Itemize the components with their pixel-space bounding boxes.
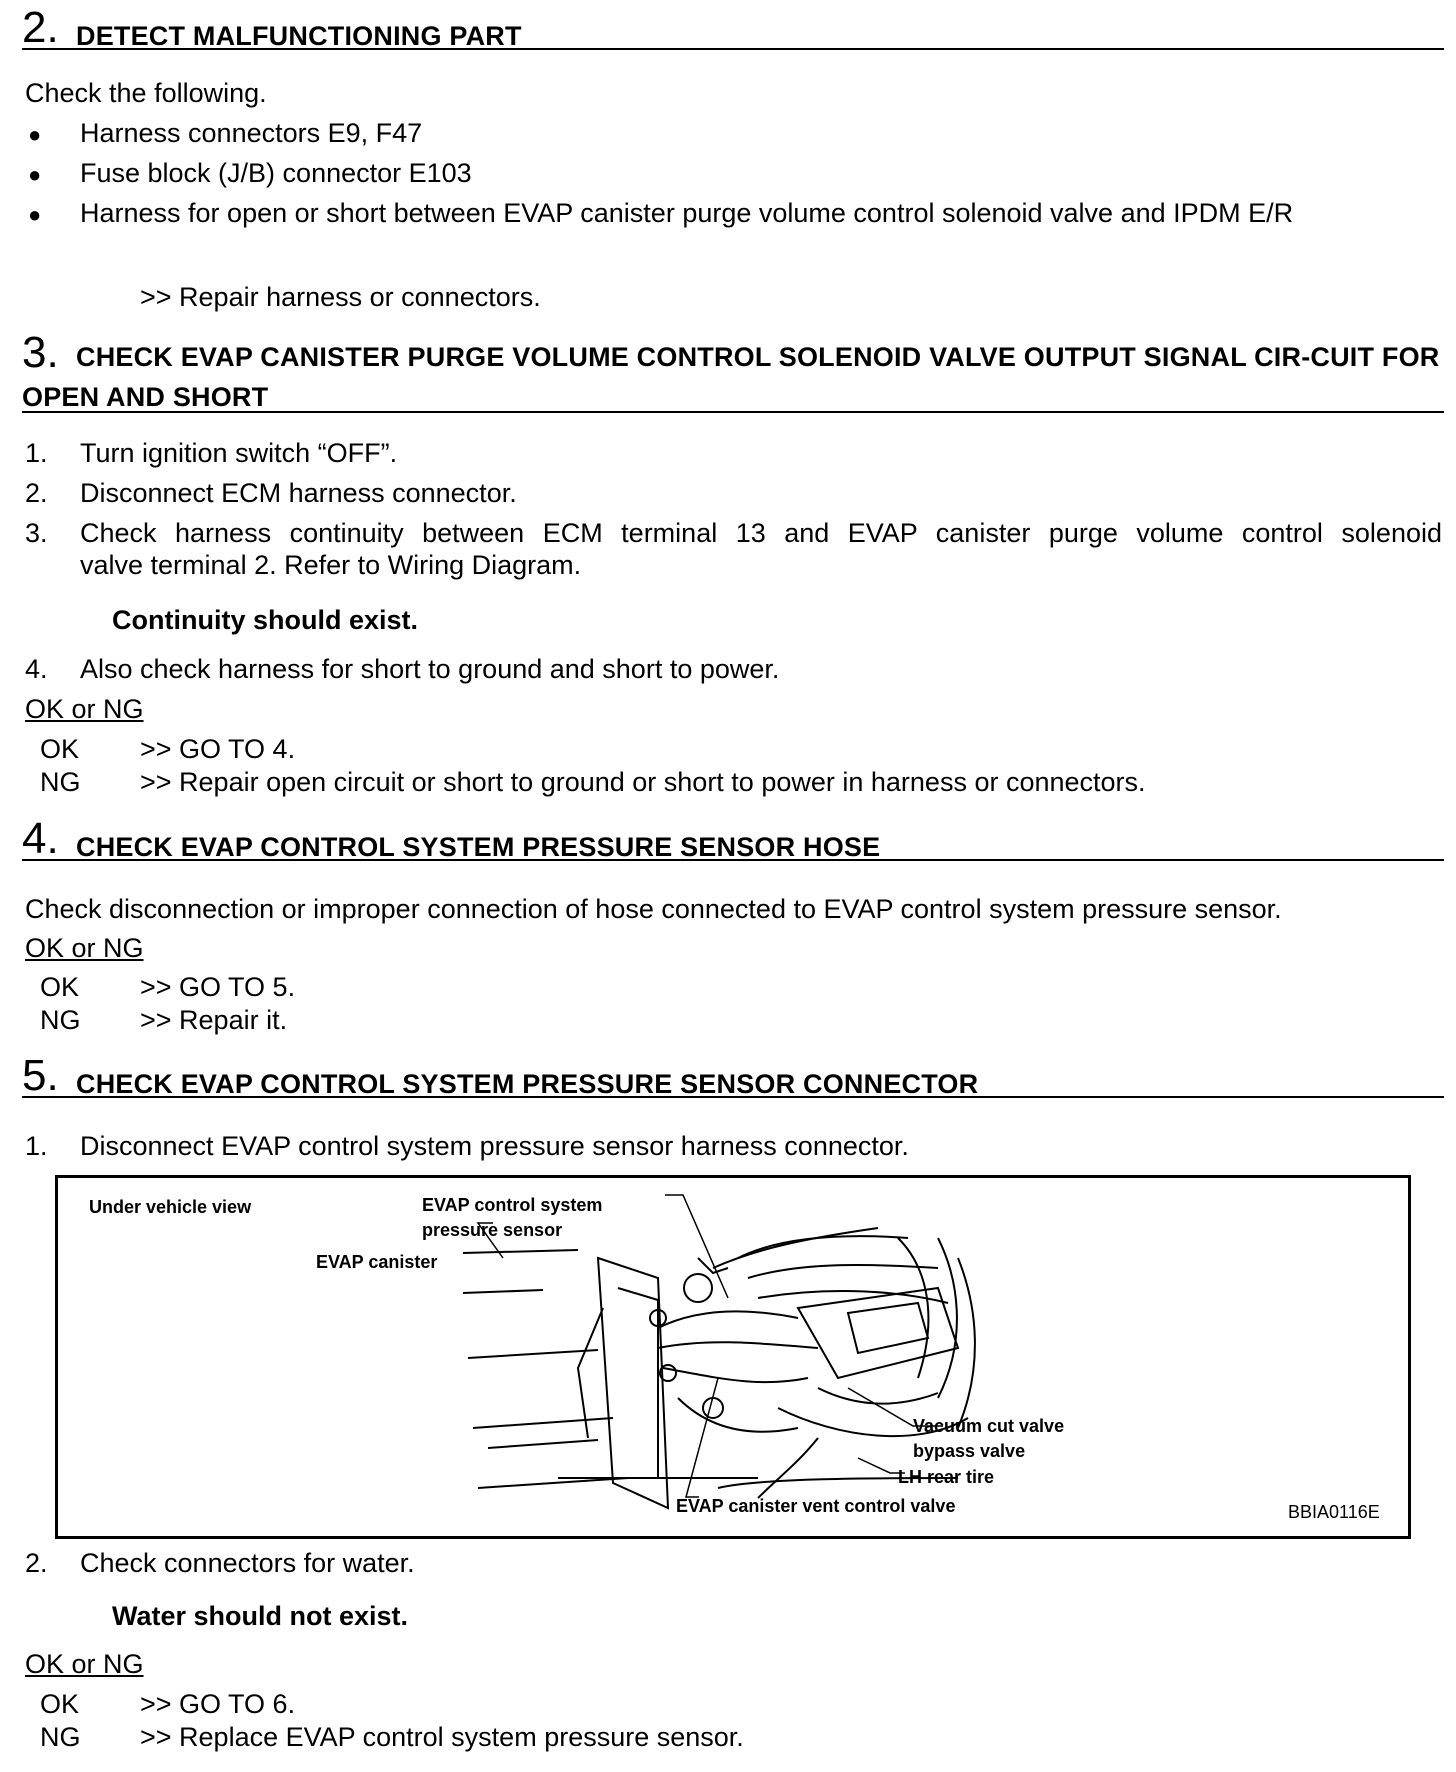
step-number: 4. bbox=[22, 814, 59, 863]
step-5 bbox=[22, 1051, 1444, 1100]
ok-result: >> GO TO 6. bbox=[140, 1689, 296, 1719]
step-title: DETECT MALFUNCTIONING PART bbox=[76, 21, 522, 51]
bullet-dot: ● bbox=[28, 162, 42, 187]
list-item: Disconnect EVAP control system pressure sensor harness connector. bbox=[80, 1131, 909, 1161]
ok-label: OK bbox=[40, 1689, 80, 1719]
step-2 bbox=[22, 3, 1444, 52]
item-number: 3. bbox=[25, 518, 48, 548]
ng-label: NG bbox=[40, 1005, 81, 1035]
list-item: Check connectors for water. bbox=[80, 1548, 415, 1578]
ok-result: >> GO TO 4. bbox=[140, 734, 296, 764]
item-number: 1. bbox=[25, 438, 48, 468]
item-number: 1. bbox=[25, 1131, 48, 1161]
spec-note: Water should not exist. bbox=[112, 1601, 409, 1631]
step-2-header bbox=[22, 3, 1444, 52]
step-title: CHECK EVAP CONTROL SYSTEM PRESSURE SENSOR HOSE bbox=[76, 832, 881, 862]
rear-tire-label: LH rear tire bbox=[898, 1467, 995, 1487]
list-item: Also check harness for short to ground and short to power. bbox=[80, 654, 780, 684]
ng-label: NG bbox=[40, 767, 81, 797]
step-title: CHECK EVAP CANISTER PURGE VOLUME CONTROL SOLENOID VALVE OUTPUT SIGNAL CIR-CUIT FOR OPEN AND SHORT bbox=[22, 342, 1440, 412]
bullet-dot: ● bbox=[28, 202, 42, 227]
step-number: 5. bbox=[22, 1051, 59, 1100]
diagram-drawing bbox=[58, 1178, 1408, 1536]
ng-label: NG bbox=[40, 1722, 81, 1752]
under-vehicle-diagram bbox=[55, 1175, 1411, 1539]
step-4 bbox=[22, 814, 1444, 863]
ok-label: OK bbox=[40, 734, 80, 764]
step-number: 2. bbox=[22, 3, 59, 52]
list-item-continued: valve terminal 2. Refer to Wiring Diagram. bbox=[80, 550, 582, 580]
step-2-intro: Check the following. bbox=[25, 78, 267, 108]
vacuum-cut-valve-label: Vacuum cut valve bbox=[913, 1416, 1065, 1436]
step-5-header bbox=[22, 1051, 1444, 1100]
step-3 bbox=[22, 328, 1444, 413]
ng-result: >> Repair open circuit or short to ground or short to power in harness or connectors. bbox=[140, 767, 1146, 797]
list-item: Turn ignition switch “OFF”. bbox=[80, 438, 398, 468]
canister-label: EVAP canister bbox=[316, 1252, 438, 1272]
list-item: Check harness continuity between ECM terminal 13 and EVAP canister purge volume control solenoid bbox=[80, 518, 1442, 548]
bullet-dot: ● bbox=[28, 122, 42, 147]
step-4-text: Check disconnection or improper connection of hose connected to EVAP control system pressure sensor. bbox=[25, 894, 1282, 924]
list-item: Harness connectors E9, F47 bbox=[80, 118, 423, 148]
item-number: 2. bbox=[25, 1548, 48, 1578]
step-number: 3. bbox=[22, 328, 59, 377]
figure-code: BBIA0116E bbox=[1288, 1502, 1380, 1522]
ok-ng-heading: OK or NG bbox=[25, 694, 144, 724]
ok-label: OK bbox=[40, 972, 80, 1002]
ok-result: >> GO TO 5. bbox=[140, 972, 296, 1002]
ng-result: >> Replace EVAP control system pressure sensor. bbox=[140, 1722, 744, 1752]
pressure-sensor-label-2: pressure sensor bbox=[422, 1220, 563, 1240]
list-item: Harness for open or short between EVAP canister purge volume control solenoid valve and IPDM E/R bbox=[80, 198, 1294, 228]
view-label: Under vehicle view bbox=[89, 1197, 252, 1217]
list-item: Disconnect ECM harness connector. bbox=[80, 478, 517, 508]
vent-valve-label: EVAP canister vent control valve bbox=[676, 1496, 956, 1516]
step-2-result: >> Repair harness or connectors. bbox=[140, 282, 541, 312]
step-4-header bbox=[22, 814, 1444, 863]
spec-note: Continuity should exist. bbox=[112, 605, 419, 635]
step-title: CHECK EVAP CONTROL SYSTEM PRESSURE SENSOR CONNECTOR bbox=[76, 1069, 979, 1099]
step-3-header bbox=[22, 328, 1444, 413]
item-number: 4. bbox=[25, 654, 48, 684]
ng-result: >> Repair it. bbox=[140, 1005, 288, 1035]
item-number: 2. bbox=[25, 478, 48, 508]
ok-ng-heading: OK or NG bbox=[25, 933, 144, 963]
ok-ng-heading: OK or NG bbox=[25, 1649, 144, 1679]
vacuum-cut-valve-label-2: bypass valve bbox=[913, 1441, 1026, 1461]
pressure-sensor-label: EVAP control system bbox=[422, 1195, 603, 1215]
list-item: Fuse block (J/B) connector E103 bbox=[80, 158, 472, 188]
